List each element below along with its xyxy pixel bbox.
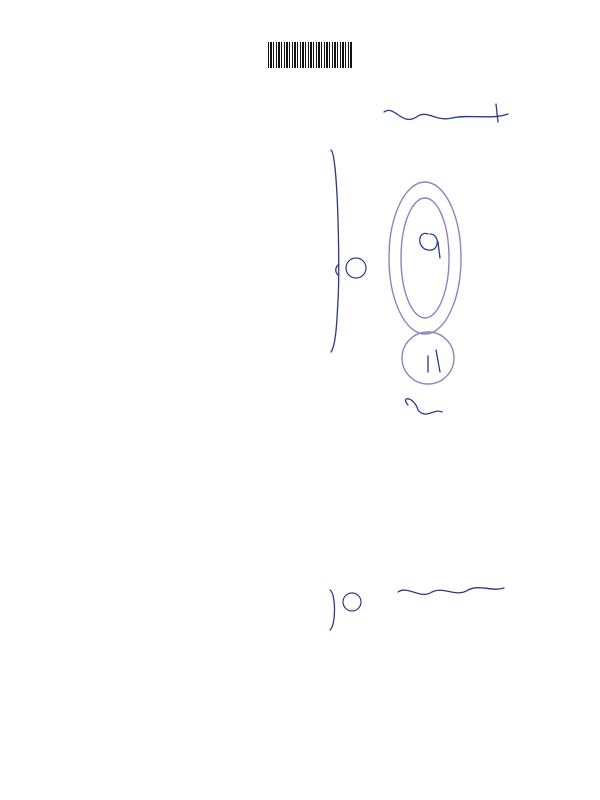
signature-27 xyxy=(384,104,508,122)
company-seal-outer xyxy=(389,182,461,334)
bracket-tick xyxy=(336,265,338,275)
remark-circle-2 xyxy=(343,593,361,611)
date-mark-33 xyxy=(428,350,440,372)
ditto-bracket-left xyxy=(331,150,339,352)
remark-bracket-39 xyxy=(330,590,335,630)
signature-38 xyxy=(398,588,504,595)
remark-circle-5 xyxy=(346,258,366,278)
signature-34 xyxy=(406,399,442,414)
company-seal-inner xyxy=(401,198,449,318)
signature-30 xyxy=(420,233,440,258)
